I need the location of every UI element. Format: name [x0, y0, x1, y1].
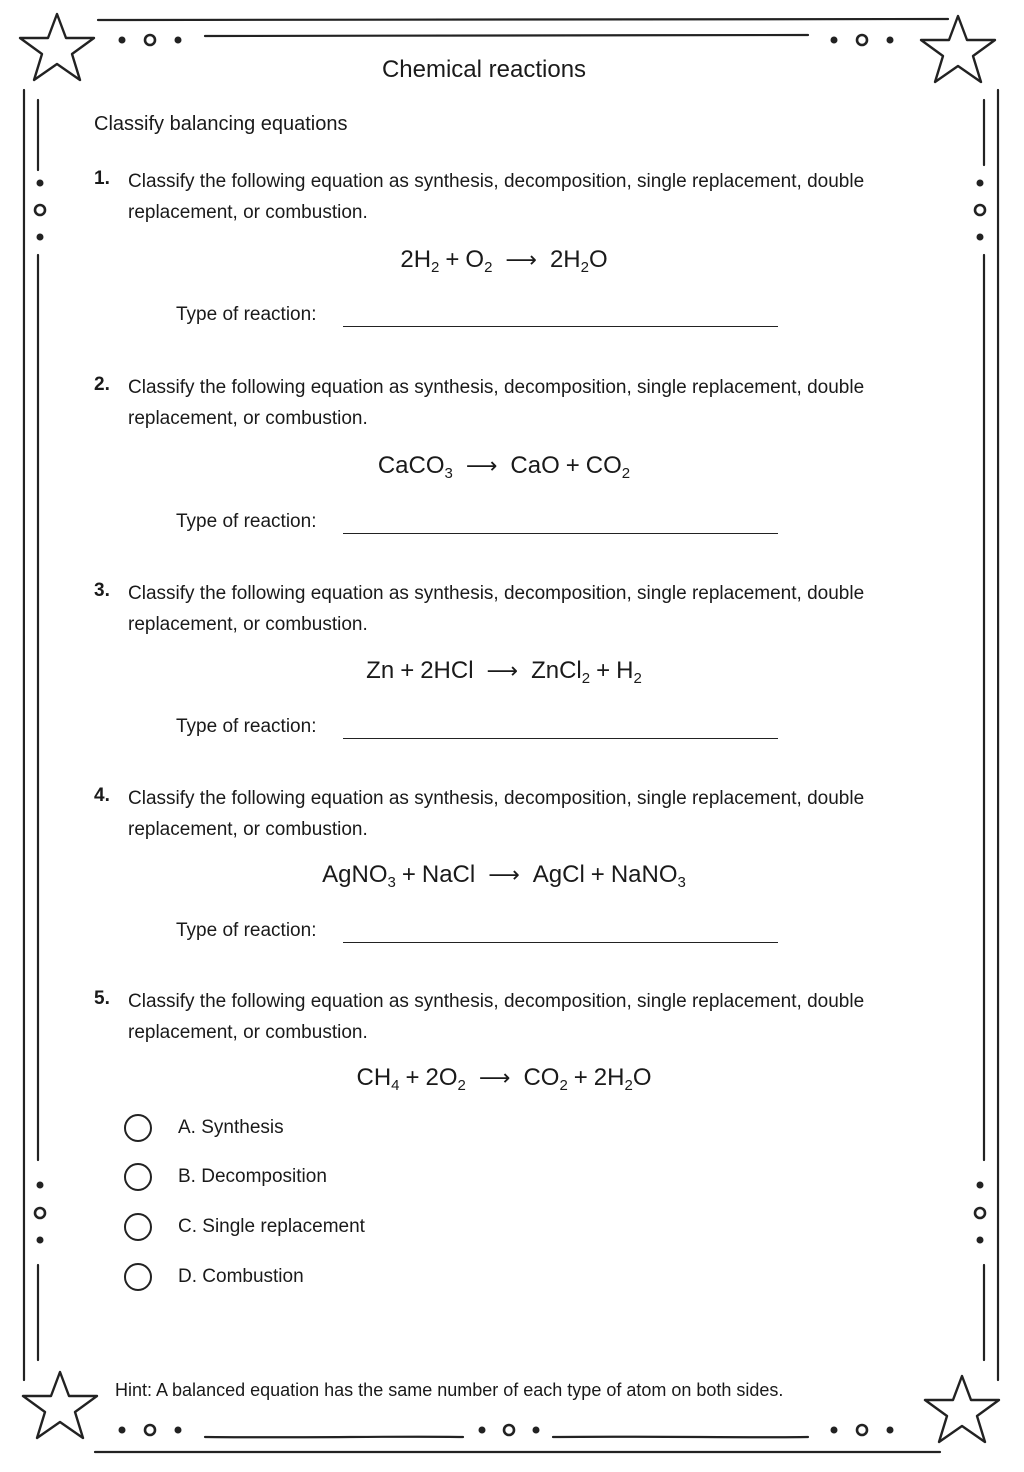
answer-blank-line[interactable]	[343, 326, 778, 327]
reaction-arrow: ⟶	[488, 862, 520, 887]
plus-sign: +	[405, 1064, 420, 1091]
answer-option-label: B. Decomposition	[178, 1166, 327, 1187]
chemical-equation	[0, 657, 1008, 685]
chemical-formula: $CO_2$	[585, 452, 631, 482]
chemical-equation	[0, 861, 1008, 889]
subscript: 2	[633, 670, 642, 687]
answer-option-label: C. Single replacement	[178, 1216, 365, 1237]
chemical-formula: $2O_2$	[425, 1064, 466, 1094]
subscript: 2	[624, 1077, 633, 1094]
subscript: 2	[431, 259, 440, 276]
worksheet-subtitle: Classify balancing equations	[94, 113, 348, 135]
subscript: 2	[457, 1077, 466, 1094]
subscript: 3	[444, 465, 453, 482]
question-text: Classify the following equation as synthesis, decomposition, single replacement, double replacement, or combustion.	[128, 377, 865, 429]
chemical-formula: $2H_2O$	[593, 1064, 652, 1094]
chemical-formula: AgNO$_3$	[322, 861, 396, 891]
subscript: 2	[581, 670, 591, 687]
answer-option[interactable]	[124, 1210, 365, 1244]
radio-circle-icon[interactable]	[124, 1213, 152, 1241]
chemical-formula: $2H_2$	[400, 246, 440, 276]
star-icon-bottom-left	[23, 1372, 97, 1438]
subscript: 2	[484, 259, 493, 276]
chemical-formula: CaO	[510, 452, 560, 479]
answer-option[interactable]	[124, 1260, 304, 1294]
chemical-formula: ZnCl$_2$	[531, 657, 591, 687]
question-number: 2.	[94, 374, 110, 395]
chemical-formula: CaCO$_3$	[377, 452, 453, 482]
type-of-reaction-label: Type of reaction:	[176, 716, 317, 737]
plus-sign: +	[565, 452, 580, 479]
reaction-arrow: ⟶	[465, 453, 498, 478]
chemical-formula: AgCl	[532, 861, 585, 888]
chemical-equation	[0, 452, 1008, 480]
plus-sign: +	[573, 1064, 588, 1091]
answer-option[interactable]	[124, 1160, 327, 1194]
answer-option[interactable]	[124, 1111, 284, 1145]
reaction-arrow: ⟶	[505, 247, 537, 272]
plus-sign: +	[590, 861, 605, 888]
chemical-formula: $O_2$	[465, 246, 493, 276]
reaction-arrow: ⟶	[478, 1065, 511, 1090]
type-of-reaction-label: Type of reaction:	[176, 920, 317, 941]
question-number: 4.	[94, 785, 110, 806]
chemical-formula: $CO_2$	[523, 1064, 568, 1094]
plus-sign: +	[445, 246, 460, 273]
chemical-formula: $CH_4$	[356, 1064, 400, 1094]
chemical-formula: NaCl	[421, 861, 476, 888]
question-number: 1.	[94, 168, 110, 189]
question-text: Classify the following equation as synthesis, decomposition, single replacement, double replacement, or combustion.	[128, 991, 865, 1043]
type-of-reaction-label: Type of reaction:	[176, 304, 317, 325]
chemical-equation	[0, 1064, 1008, 1092]
answer-blank-line[interactable]	[343, 738, 778, 739]
chemical-formula: Zn	[366, 657, 395, 684]
answer-blank-line[interactable]	[343, 942, 778, 943]
chemical-formula: NaNO$_3$	[610, 861, 686, 891]
question-text: Classify the following equation as synthesis, decomposition, single replacement, double replacement, or combustion.	[128, 171, 865, 223]
subscript: 2	[559, 1077, 568, 1094]
hint-text: Hint: A balanced equation has the same number of each type of atom on both sides.	[115, 1380, 784, 1400]
page-title: Chemical reactions	[381, 56, 587, 83]
subscript: 2	[580, 259, 589, 276]
type-of-reaction-label: Type of reaction:	[176, 511, 317, 532]
star-icon-bottom-right	[925, 1376, 999, 1442]
chemical-formula: 2HCl	[420, 657, 474, 684]
question-text: Classify the following equation as synthesis, decomposition, single replacement, double replacement, or combustion.	[128, 788, 865, 840]
radio-circle-icon[interactable]	[124, 1114, 152, 1142]
reaction-arrow: ⟶	[486, 658, 519, 683]
question-number: 5.	[94, 988, 110, 1009]
answer-option-label: A. Synthesis	[178, 1117, 284, 1138]
plus-sign: +	[401, 861, 416, 888]
subscript: 3	[677, 874, 686, 891]
plus-sign: +	[596, 657, 611, 684]
chemical-formula: $2H_2O$	[549, 246, 608, 276]
chemical-equation	[0, 246, 1008, 274]
chemical-formula: $H_2$	[616, 657, 642, 687]
question-number: 3.	[94, 580, 110, 601]
answer-blank-line[interactable]	[343, 533, 778, 534]
plus-sign: +	[400, 657, 415, 684]
subscript: 3	[387, 874, 396, 891]
radio-circle-icon[interactable]	[124, 1163, 152, 1191]
subscript: 2	[621, 465, 631, 482]
question-text: Classify the following equation as synthesis, decomposition, single replacement, double replacement, or combustion.	[128, 583, 865, 635]
radio-circle-icon[interactable]	[124, 1263, 152, 1291]
subscript: 4	[391, 1077, 400, 1094]
answer-option-label: D. Combustion	[178, 1266, 304, 1287]
